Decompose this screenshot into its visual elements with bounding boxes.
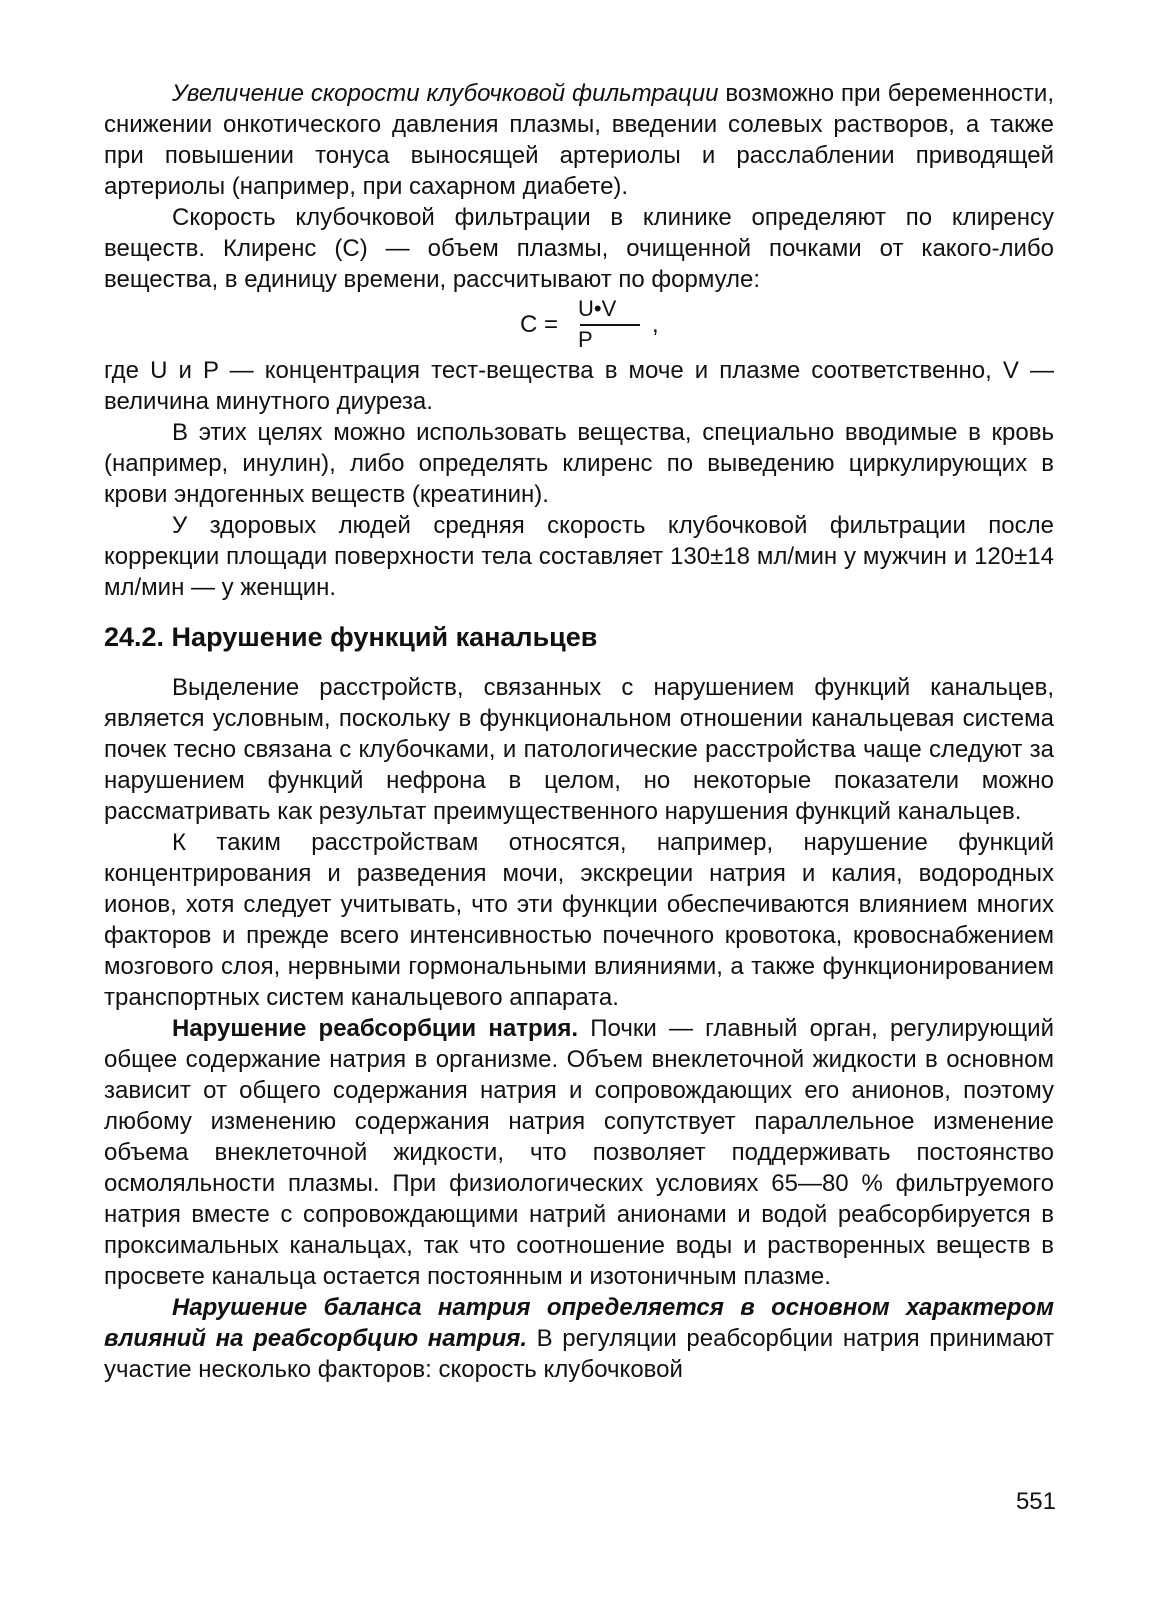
paragraph-formula-legend: где U и P — концентрация тест-вещества в моче и плазме соответственно, V — величина минутного диуреза. (104, 357, 1054, 415)
clearance-formula (104, 297, 1054, 355)
formula-comma: , (652, 311, 659, 338)
section-1-text (104, 78, 1054, 603)
paragraph-substances: В этих целях можно использовать вещества, специально вводимые в кровь (например, инулин), либо определять клиренс по выведению циркулирующих в крови эндогенных веществ (креатинин). (104, 419, 1054, 508)
paragraph-sodium-reabsorption-text: Почки — главный орган, регулирующий общее содержание натрия в организме. Объем внеклеточной жидкости в основном зависит от общего содержания натрия и сопровождающих его анионов, поэтому любому изменению содержания натрия сопутствует параллельное изменение объема внеклеточной жидкости, что позволяет поддерживать постоянство осмоляльности плазмы. При физиологических условиях 65—80 % фильтруемого натрия вместе с сопровождающими натрий анионами и водой реабсорбируется в проксимальных канальцах, так что соотношение воды и растворенных веществ в просвете канальца остается постоянным и изотоничным плазме. (104, 1015, 1054, 1290)
paragraph-gfr-increase (104, 78, 1054, 202)
fraction-bar (580, 324, 640, 326)
bold-lead-sodium-reabsorption: Нарушение реабсорбции натрия. (172, 1015, 579, 1042)
section-2-text (104, 672, 1054, 1385)
formula-lhs: C = (520, 311, 559, 338)
paragraph-sodium-reabsorption (104, 1013, 1054, 1292)
page-number: 551 (1015, 1488, 1056, 1515)
paragraph-sodium-balance (104, 1292, 1054, 1385)
paragraph-disorder-examples: К таким расстройствам относятся, например, нарушение функций концентрирования и разведения мочи, экскреции натрия и калия, водородных ионов, хотя следует учитывать, что эти функции обеспечиваются влиянием многих факторов и прежде всего интенсивностью почечного кровотока, кровоснабжением мозгового слоя, нервными гормональными влияниями, а также функционированием транспортных систем канальцевого аппарата. (104, 829, 1054, 1011)
formula-fraction (578, 297, 642, 352)
formula-denominator: P (578, 327, 593, 352)
paragraph-tubule-disorders: Выделение расстройств, связанных с нарушением функций канальцев, является условным, поскольку в функциональном отношении канальцевая система почек тесно связана с клубочками, и патологические расстройства чаще следуют за нарушением функций нефрона в целом, но некоторые показатели можно рассматривать как результат преимущественного нарушения функций канальцев. (104, 674, 1054, 825)
paragraph-normal-gfr: У здоровых людей средняя скорость клубочковой фильтрации после коррекции площади поверхности тела составляет 130±18 мл/мин у мужчин и 120±14 мл/мин — у женщин. (104, 512, 1054, 601)
section-heading: 24.2. Нарушение функций канальцев (104, 622, 598, 652)
paragraph-sodium-balance-text: В регуляции реабсорбции натрия принимают участие несколько факторов: скорость клубочковой (104, 1325, 1055, 1383)
paragraph-clearance: Скорость клубочковой фильтрации в клинике определяют по клиренсу веществ. Клиренс (С) — объем плазмы, очищенной почками от какого-либо вещества, в единицу времени, рассчитывают по формуле: (104, 204, 1054, 293)
bold-italic-lead-sodium-balance: Нарушение баланса натрия определяется в основном характером влияний на реабсорбцию натрия. (104, 1294, 1054, 1352)
paragraph-gfr-increase-text: возможно при беременности, снижении онкотического давления плазмы, введении солевых растворов, а также при повышении тонуса выносящей артериолы и расслаблении приводящей артериолы (например, при сахарном диабете). (104, 80, 1054, 200)
italic-lead-gfr-increase: Увеличение скорости клубочковой фильтрации (172, 80, 719, 107)
formula-numerator: U•V (578, 296, 617, 321)
